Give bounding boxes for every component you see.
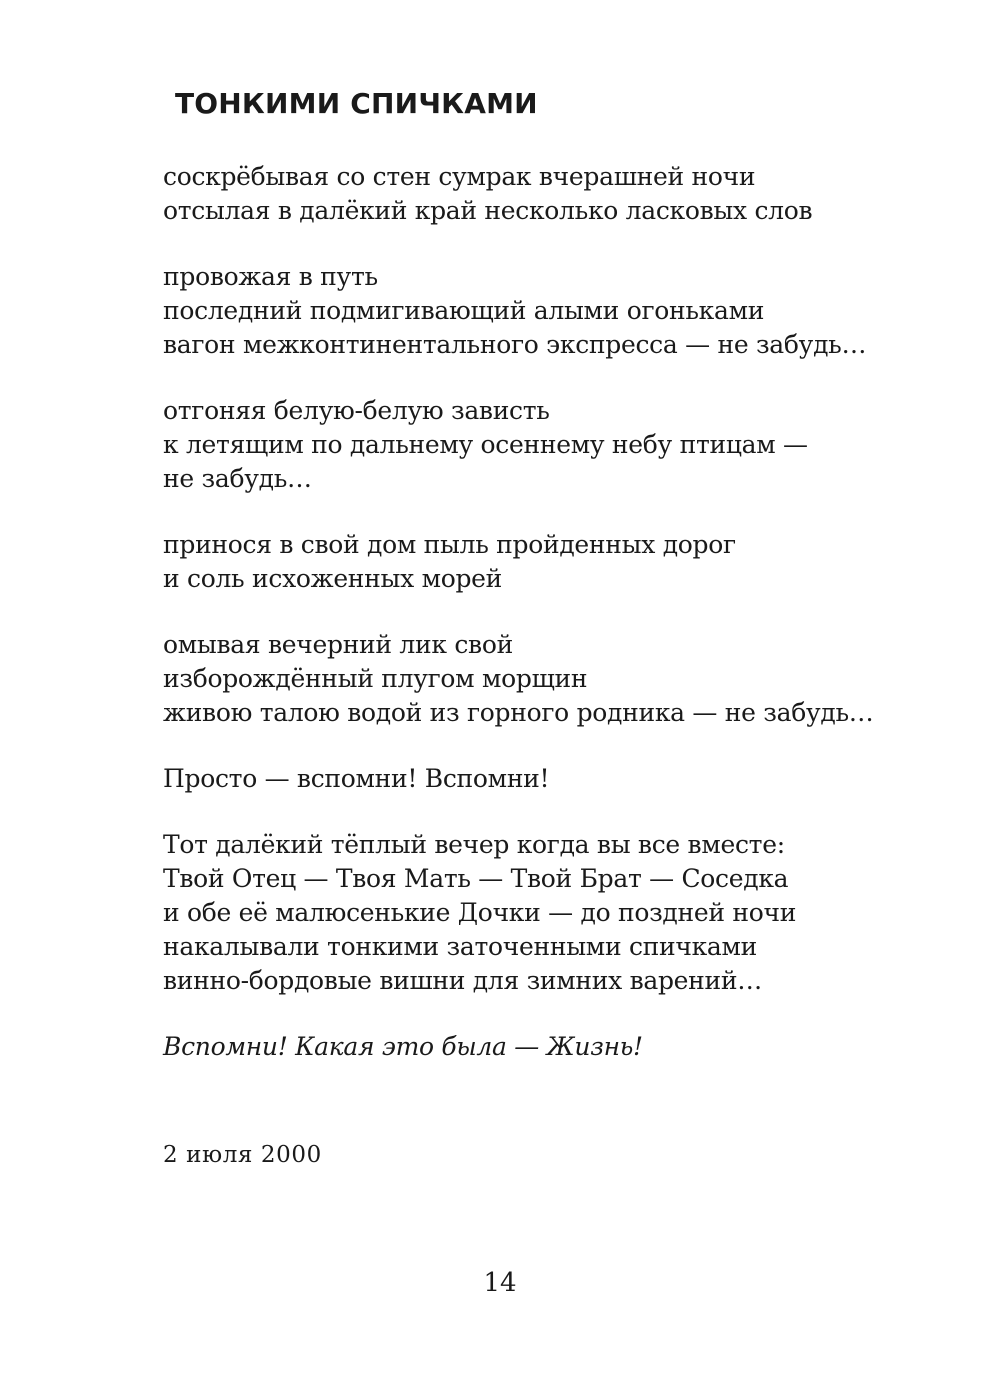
stanza (163, 394, 963, 496)
poem-title: ТОНКИМИ СПИЧКАМИ (175, 87, 538, 120)
stanza (163, 160, 963, 228)
poem-line: вагон межконтинентального экспресса — не забудь… (163, 330, 867, 359)
poem-line: и обе её малюсенькие Дочки — до поздней ночи (163, 898, 797, 927)
stanza (163, 528, 963, 596)
poem-line: живою талою водой из горного родника — не забудь… (163, 698, 874, 727)
poem-line: принося в свой дом пыль пройденных дорог (163, 530, 736, 559)
poem-line: Просто — вспомни! Вспомни! (163, 764, 550, 793)
stanza (163, 628, 963, 730)
poem-line: омывая вечерний лик свой (163, 630, 513, 659)
poem-date: 2 июля 2000 (163, 1142, 322, 1168)
poem-line: Твой Отец — Твоя Мать — Твой Брат — Соседка (163, 864, 789, 893)
poem-body (163, 160, 963, 1096)
poem-line: отсылая в далёкий край несколько ласковых слов (163, 196, 813, 225)
poem-line: накалывали тонкими заточенными спичками (163, 932, 758, 961)
page-number: 14 (483, 1268, 517, 1298)
poem-line: соскрёбывая со стен сумрак вчерашней ночи (163, 162, 756, 191)
poem-line: и соль исхоженных морей (163, 564, 503, 593)
stanza-closing (163, 1030, 963, 1064)
poem-line: изборождённый плугом морщин (163, 664, 588, 693)
poem-line: винно-бордовые вишни для зимних варений… (163, 966, 762, 995)
poem-line: Тот далёкий тёплый вечер когда вы все вместе: (163, 830, 785, 859)
stanza (163, 828, 963, 998)
stanza (163, 762, 963, 796)
poem-line: к летящим по дальнему осеннему небу птицам — (163, 430, 808, 459)
stanza (163, 260, 963, 362)
poem-closing-line: Вспомни! Какая это была — Жизнь! (163, 1032, 643, 1061)
poem-line: отгоняя белую-белую зависть (163, 396, 550, 425)
poem-line: не забудь… (163, 464, 312, 493)
poem-line: провожая в путь (163, 262, 378, 291)
poem-line: последний подмигивающий алыми огоньками (163, 296, 765, 325)
